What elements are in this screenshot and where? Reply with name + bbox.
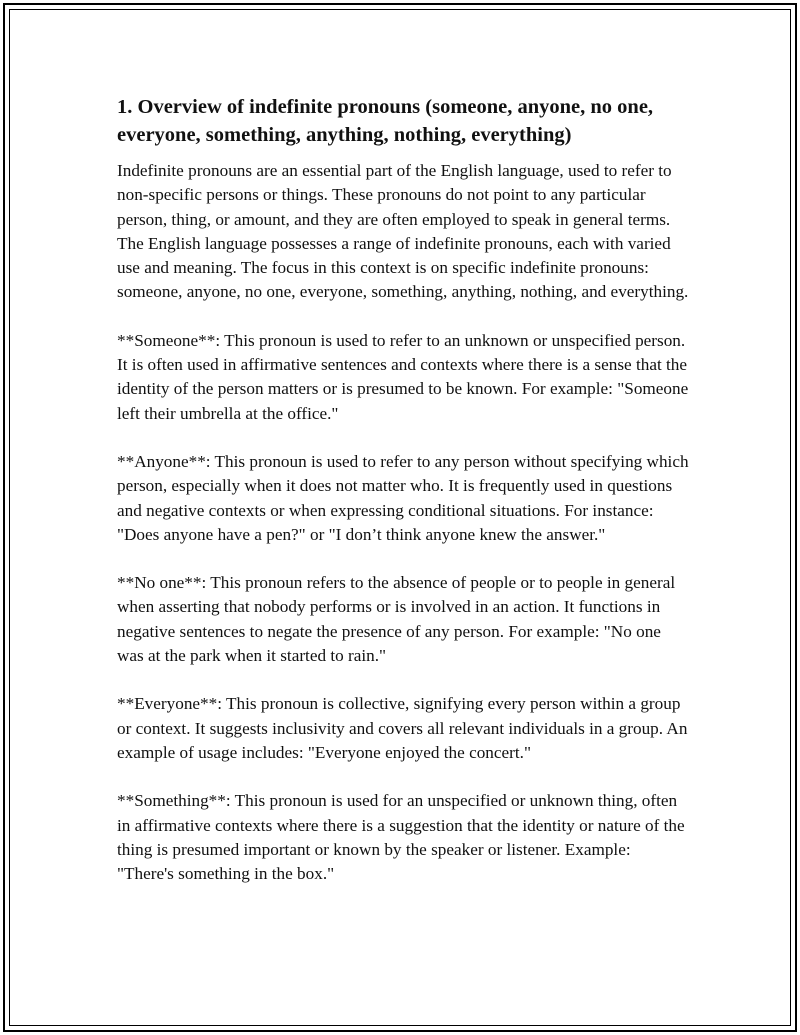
someone-paragraph: **Someone**: This pronoun is used to refer to an unknown or unspecified person. It is often used in affirmative sentences and contexts where there is a sense that the identity of the person matters or is presumed to be known. For example: "Someone left their umbrella at the office."	[117, 330, 689, 423]
anyone-paragraph: **Anyone**: This pronoun is used to refer to any person without specifying which person, especially when it does not matter who. It is frequently used in questions and negative contexts or when expressing conditional situations. For instance: "Does anyone have a pen?" or "I don’t think anyone knew the answer."	[117, 451, 689, 544]
intro-paragraph: Indefinite pronouns are an essential part of the English language, used to refer to non-specific persons or things. These pronouns do not point to any particular person, thing, or amount, and they are often employed to speak in general terms. The English language possesses a range of indefinite pronouns, each with varied use and meaning. The focus in this context is on specific indefinite pronouns: someone, anyone, no one, everyone, something, anything, nothing, and everything.	[117, 161, 689, 302]
something-paragraph: **Something**: This pronoun is used for an unspecified or unknown thing, often in affirmative contexts where there is a suggestion that the identity or nature of the thing is presumed important or known by the speaker or listener. Example: "There's something in the box."	[117, 791, 685, 884]
section-heading: 1. Overview of indefinite pronouns (someone, anyone, no one, everyone, something, anything, nothing, everything)	[117, 96, 654, 146]
no-one-paragraph: **No one**: This pronoun refers to the absence of people or to people in general when asserting that nobody performs or is involved in an action. It functions in negative sentences to negate the presence of any person. For example: "No one was at the park when it started to rain."	[117, 573, 676, 666]
everyone-paragraph: **Everyone**: This pronoun is collective, signifying every person within a group or context. It suggests inclusivity and covers all relevant individuals in a group. An example of usage includes: "Everyone enjoyed the concert."	[117, 694, 688, 762]
document-body	[117, 93, 689, 910]
